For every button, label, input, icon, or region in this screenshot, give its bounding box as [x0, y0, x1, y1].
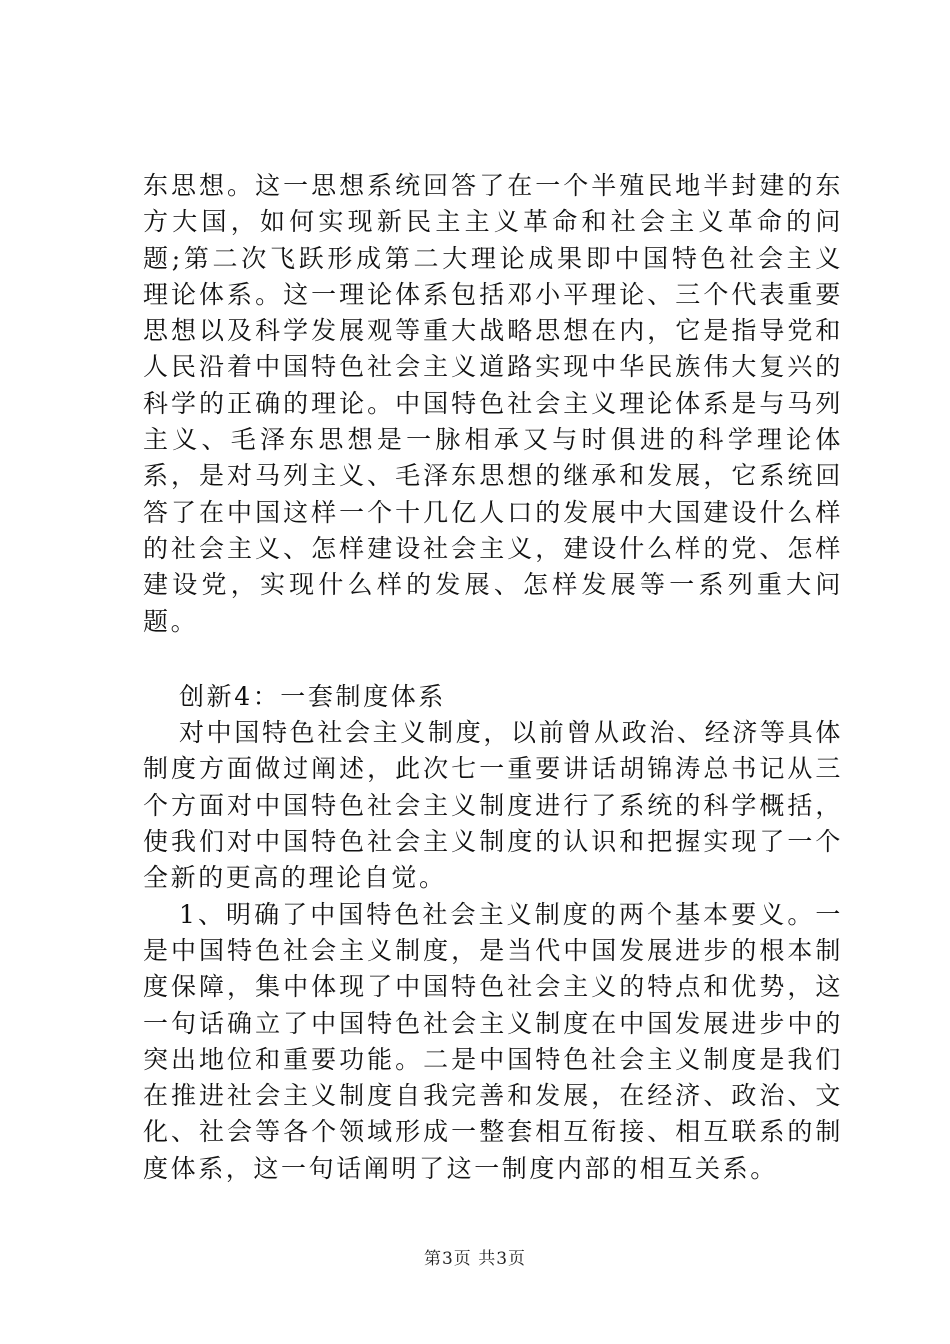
- section-heading: 创新4：一套制度体系: [179, 681, 446, 711]
- document-body: [143, 168, 843, 1187]
- paragraph-basic-meaning: 1、明确了中国特色社会主义制度的两个基本要义。一是中国特色社会主义制度，是当代中国发展进步的根本制度保障，集中体现了中国特色社会主义的特点和优势，这一句话确立了中国特色社会主义制度在中国发展进步中的突出地位和重要功能。二是中国特色社会主义制度是我们在推进社会主义制度自我完善和发展，在经济、政治、文化、社会等各个领域形成一整套相互衔接、相互联系的制度体系，这一句话阐明了这一制度内部的相互关系。: [143, 899, 843, 1183]
- paragraph-system-intro: 对中国特色社会主义制度，以前曾从政治、经济等具体制度方面做过阐述，此次七一重要讲话胡锦涛总书记从三个方面对中国特色社会主义制度进行了系统的科学概括，使我们对中国特色社会主义制度的认识和把握实现了一个全新的更高的理论自觉。: [143, 718, 843, 893]
- paragraph-theory-system: 东思想。这一思想系统回答了在一个半殖民地半封建的东方大国，如何实现新民主主义革命和社会主义革命的问题;第二次飞跃形成第二大理论成果即中国特色社会主义理论体系。这一理论体系包括邓小平理论、三个代表重要思想以及科学发展观等重大战略思想在内，它是指导党和人民沿着中国特色社会主义道路实现中华民族伟大复兴的科学的正确的理论。中国特色社会主义理论体系是与马列主义、毛泽东思想是一脉相承又与时俱进的科学理论体系，是对马列主义、毛泽东思想的继承和发展，它系统回答了在中国这样一个十几亿人口的发展中大国建设什么样的社会主义、怎样建设社会主义，建设什么样的党、怎样建设党，实现什么样的发展、怎样发展等一系列重大问题。: [143, 171, 843, 636]
- paragraph-gap: [143, 640, 843, 679]
- page-number-footer: 第3页 共3页: [423, 1249, 527, 1269]
